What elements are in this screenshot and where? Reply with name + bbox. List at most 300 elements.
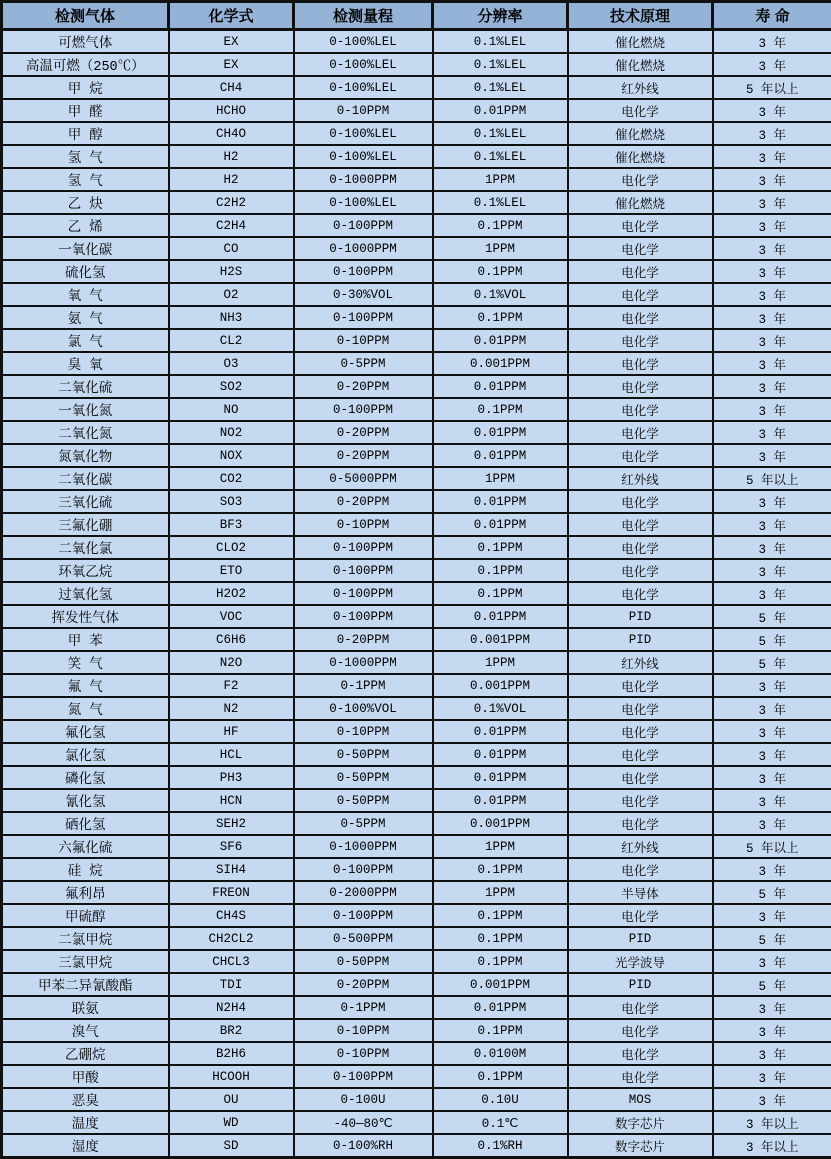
cell-lifespan: 3 年 bbox=[713, 1042, 831, 1065]
table-row bbox=[2, 214, 831, 237]
table-row bbox=[2, 950, 831, 973]
cell-range: 0-100PPM bbox=[294, 1065, 433, 1088]
cell-lifespan: 3 年 bbox=[713, 1019, 831, 1042]
cell-gas-name: 磷化氢 bbox=[2, 766, 169, 789]
cell-resolution: 1PPM bbox=[433, 835, 568, 858]
cell-lifespan: 3 年 bbox=[713, 122, 831, 145]
table-row bbox=[2, 168, 831, 191]
table-row bbox=[2, 53, 831, 76]
cell-resolution: 0.01PPM bbox=[433, 789, 568, 812]
cell-range: 0-10PPM bbox=[294, 513, 433, 536]
cell-resolution: 0.1℃ bbox=[433, 1111, 568, 1134]
cell-resolution: 0.1PPM bbox=[433, 559, 568, 582]
cell-range: 0-30%VOL bbox=[294, 283, 433, 306]
cell-lifespan: 3 年 bbox=[713, 237, 831, 260]
cell-principle: 电化学 bbox=[568, 789, 713, 812]
table-row bbox=[2, 1111, 831, 1134]
cell-formula: SO2 bbox=[169, 375, 294, 398]
cell-range: 0-100PPM bbox=[294, 605, 433, 628]
cell-range: 0-100PPM bbox=[294, 214, 433, 237]
cell-lifespan: 3 年 bbox=[713, 858, 831, 881]
cell-resolution: 0.1PPM bbox=[433, 904, 568, 927]
table-row bbox=[2, 99, 831, 122]
cell-lifespan: 5 年以上 bbox=[713, 835, 831, 858]
cell-formula: SF6 bbox=[169, 835, 294, 858]
cell-formula: SO3 bbox=[169, 490, 294, 513]
cell-gas-name: 乙硼烷 bbox=[2, 1042, 169, 1065]
cell-gas-name: 六氟化硫 bbox=[2, 835, 169, 858]
cell-principle: 电化学 bbox=[568, 214, 713, 237]
table-row bbox=[2, 927, 831, 950]
table-row bbox=[2, 904, 831, 927]
cell-lifespan: 3 年 bbox=[713, 168, 831, 191]
cell-range: 0-20PPM bbox=[294, 444, 433, 467]
cell-range: 0-100PPM bbox=[294, 582, 433, 605]
cell-principle: 电化学 bbox=[568, 904, 713, 927]
cell-principle: 电化学 bbox=[568, 444, 713, 467]
cell-gas-name: 氨 气 bbox=[2, 306, 169, 329]
cell-formula: PH3 bbox=[169, 766, 294, 789]
cell-resolution: 0.01PPM bbox=[433, 329, 568, 352]
cell-formula: WD bbox=[169, 1111, 294, 1134]
cell-gas-name: 甲硫醇 bbox=[2, 904, 169, 927]
cell-principle: 电化学 bbox=[568, 858, 713, 881]
cell-resolution: 0.1%LEL bbox=[433, 191, 568, 214]
cell-resolution: 0.1%VOL bbox=[433, 697, 568, 720]
cell-range: -40—80℃ bbox=[294, 1111, 433, 1134]
cell-formula: C6H6 bbox=[169, 628, 294, 651]
cell-resolution: 0.1PPM bbox=[433, 858, 568, 881]
cell-principle: 电化学 bbox=[568, 513, 713, 536]
cell-range: 0-50PPM bbox=[294, 950, 433, 973]
cell-lifespan: 3 年 bbox=[713, 743, 831, 766]
cell-gas-name: 氢 气 bbox=[2, 168, 169, 191]
cell-resolution: 0.1PPM bbox=[433, 1019, 568, 1042]
cell-resolution: 0.01PPM bbox=[433, 375, 568, 398]
cell-principle: 光学波导 bbox=[568, 950, 713, 973]
cell-resolution: 0.001PPM bbox=[433, 352, 568, 375]
cell-principle: 电化学 bbox=[568, 812, 713, 835]
cell-formula: HCN bbox=[169, 789, 294, 812]
header-range: 检测量程 bbox=[294, 2, 433, 30]
cell-principle: 电化学 bbox=[568, 766, 713, 789]
cell-principle: 电化学 bbox=[568, 329, 713, 352]
cell-resolution: 0.1PPM bbox=[433, 1065, 568, 1088]
cell-formula: VOC bbox=[169, 605, 294, 628]
cell-lifespan: 5 年以上 bbox=[713, 76, 831, 99]
cell-principle: 红外线 bbox=[568, 835, 713, 858]
cell-formula: HCHO bbox=[169, 99, 294, 122]
cell-principle: PID bbox=[568, 628, 713, 651]
cell-resolution: 0.001PPM bbox=[433, 973, 568, 996]
table-row bbox=[2, 30, 831, 54]
cell-lifespan: 3 年 bbox=[713, 766, 831, 789]
table-row bbox=[2, 812, 831, 835]
cell-range: 0-10PPM bbox=[294, 1042, 433, 1065]
cell-formula: SEH2 bbox=[169, 812, 294, 835]
cell-principle: 电化学 bbox=[568, 99, 713, 122]
table-row bbox=[2, 421, 831, 444]
cell-gas-name: 氮 气 bbox=[2, 697, 169, 720]
table-row bbox=[2, 76, 831, 99]
cell-formula: O3 bbox=[169, 352, 294, 375]
cell-gas-name: 湿度 bbox=[2, 1134, 169, 1158]
cell-resolution: 0.1PPM bbox=[433, 306, 568, 329]
cell-gas-name: 温度 bbox=[2, 1111, 169, 1134]
cell-gas-name: 氰化氢 bbox=[2, 789, 169, 812]
table-row bbox=[2, 720, 831, 743]
table-row bbox=[2, 536, 831, 559]
cell-gas-name: 三氧化硫 bbox=[2, 490, 169, 513]
cell-formula: OU bbox=[169, 1088, 294, 1111]
cell-formula: N2H4 bbox=[169, 996, 294, 1019]
cell-principle: PID bbox=[568, 605, 713, 628]
table-row bbox=[2, 835, 831, 858]
cell-principle: 电化学 bbox=[568, 398, 713, 421]
cell-principle: 电化学 bbox=[568, 260, 713, 283]
header-lifespan: 寿 命 bbox=[713, 2, 831, 30]
cell-formula: CL2 bbox=[169, 329, 294, 352]
cell-lifespan: 5 年 bbox=[713, 651, 831, 674]
table-row bbox=[2, 628, 831, 651]
table-row bbox=[2, 582, 831, 605]
cell-gas-name: 氟 气 bbox=[2, 674, 169, 697]
cell-principle: 催化燃烧 bbox=[568, 145, 713, 168]
cell-gas-name: 三氟化硼 bbox=[2, 513, 169, 536]
cell-lifespan: 3 年以上 bbox=[713, 1111, 831, 1134]
cell-formula: HCL bbox=[169, 743, 294, 766]
cell-principle: 电化学 bbox=[568, 697, 713, 720]
cell-principle: 电化学 bbox=[568, 996, 713, 1019]
cell-principle: 电化学 bbox=[568, 582, 713, 605]
cell-range: 0-100%LEL bbox=[294, 76, 433, 99]
cell-range: 0-50PPM bbox=[294, 743, 433, 766]
table-row bbox=[2, 352, 831, 375]
cell-range: 0-20PPM bbox=[294, 973, 433, 996]
cell-resolution: 0.1%LEL bbox=[433, 53, 568, 76]
table-row bbox=[2, 191, 831, 214]
cell-range: 0-1000PPM bbox=[294, 237, 433, 260]
cell-lifespan: 3 年以上 bbox=[713, 1134, 831, 1158]
cell-formula: SD bbox=[169, 1134, 294, 1158]
cell-gas-name: 氟化氢 bbox=[2, 720, 169, 743]
cell-resolution: 0.1%LEL bbox=[433, 122, 568, 145]
cell-principle: 红外线 bbox=[568, 651, 713, 674]
cell-range: 0-10PPM bbox=[294, 1019, 433, 1042]
table-row bbox=[2, 306, 831, 329]
cell-gas-name: 二氧化碳 bbox=[2, 467, 169, 490]
cell-formula: CH4S bbox=[169, 904, 294, 927]
cell-principle: 电化学 bbox=[568, 1042, 713, 1065]
header-resolution: 分辨率 bbox=[433, 2, 568, 30]
cell-principle: 数字芯片 bbox=[568, 1111, 713, 1134]
cell-resolution: 0.01PPM bbox=[433, 490, 568, 513]
cell-gas-name: 高温可燃（250℃） bbox=[2, 53, 169, 76]
table-row bbox=[2, 329, 831, 352]
cell-range: 0-100%LEL bbox=[294, 122, 433, 145]
cell-gas-name: 二氯甲烷 bbox=[2, 927, 169, 950]
header-formula: 化学式 bbox=[169, 2, 294, 30]
cell-resolution: 0.1%LEL bbox=[433, 76, 568, 99]
cell-principle: 电化学 bbox=[568, 306, 713, 329]
cell-lifespan: 3 年 bbox=[713, 582, 831, 605]
cell-resolution: 0.1PPM bbox=[433, 582, 568, 605]
cell-principle: 电化学 bbox=[568, 352, 713, 375]
table-row bbox=[2, 260, 831, 283]
cell-range: 0-100%RH bbox=[294, 1134, 433, 1158]
cell-range: 0-1000PPM bbox=[294, 168, 433, 191]
table-row bbox=[2, 1042, 831, 1065]
table-row bbox=[2, 996, 831, 1019]
cell-resolution: 1PPM bbox=[433, 881, 568, 904]
cell-range: 0-1000PPM bbox=[294, 835, 433, 858]
cell-lifespan: 3 年 bbox=[713, 1088, 831, 1111]
cell-resolution: 0.01PPM bbox=[433, 996, 568, 1019]
cell-lifespan: 3 年 bbox=[713, 996, 831, 1019]
cell-resolution: 0.1%LEL bbox=[433, 30, 568, 54]
cell-lifespan: 3 年 bbox=[713, 559, 831, 582]
cell-range: 0-100%VOL bbox=[294, 697, 433, 720]
cell-gas-name: 一氧化氮 bbox=[2, 398, 169, 421]
cell-gas-name: 甲 醇 bbox=[2, 122, 169, 145]
cell-principle: 电化学 bbox=[568, 168, 713, 191]
cell-formula: HF bbox=[169, 720, 294, 743]
cell-lifespan: 3 年 bbox=[713, 214, 831, 237]
table-row bbox=[2, 375, 831, 398]
table-row bbox=[2, 789, 831, 812]
cell-gas-name: 二氧化硫 bbox=[2, 375, 169, 398]
cell-resolution: 0.001PPM bbox=[433, 674, 568, 697]
cell-resolution: 0.1%RH bbox=[433, 1134, 568, 1158]
cell-resolution: 0.1%VOL bbox=[433, 283, 568, 306]
cell-lifespan: 3 年 bbox=[713, 789, 831, 812]
table-row bbox=[2, 467, 831, 490]
cell-principle: 催化燃烧 bbox=[568, 191, 713, 214]
cell-range: 0-100PPM bbox=[294, 398, 433, 421]
cell-lifespan: 3 年 bbox=[713, 674, 831, 697]
cell-formula: B2H6 bbox=[169, 1042, 294, 1065]
cell-resolution: 0.1PPM bbox=[433, 536, 568, 559]
cell-formula: H2S bbox=[169, 260, 294, 283]
cell-gas-name: 氯 气 bbox=[2, 329, 169, 352]
cell-lifespan: 3 年 bbox=[713, 352, 831, 375]
cell-range: 0-1000PPM bbox=[294, 651, 433, 674]
cell-formula: CLO2 bbox=[169, 536, 294, 559]
header-gas-name: 检测气体 bbox=[2, 2, 169, 30]
cell-formula: EX bbox=[169, 30, 294, 54]
cell-resolution: 1PPM bbox=[433, 168, 568, 191]
cell-formula: TDI bbox=[169, 973, 294, 996]
cell-formula: CH2CL2 bbox=[169, 927, 294, 950]
cell-lifespan: 3 年 bbox=[713, 697, 831, 720]
cell-principle: 电化学 bbox=[568, 490, 713, 513]
cell-range: 0-10PPM bbox=[294, 720, 433, 743]
cell-principle: 电化学 bbox=[568, 674, 713, 697]
table-row bbox=[2, 605, 831, 628]
cell-principle: 催化燃烧 bbox=[568, 122, 713, 145]
cell-resolution: 0.1PPM bbox=[433, 950, 568, 973]
cell-lifespan: 3 年 bbox=[713, 53, 831, 76]
cell-lifespan: 5 年 bbox=[713, 628, 831, 651]
cell-lifespan: 3 年 bbox=[713, 421, 831, 444]
cell-gas-name: 氧 气 bbox=[2, 283, 169, 306]
cell-formula: CH4O bbox=[169, 122, 294, 145]
table-row bbox=[2, 697, 831, 720]
cell-gas-name: 硅 烷 bbox=[2, 858, 169, 881]
cell-principle: 电化学 bbox=[568, 237, 713, 260]
cell-resolution: 0.01PPM bbox=[433, 444, 568, 467]
cell-lifespan: 3 年 bbox=[713, 283, 831, 306]
cell-resolution: 0.01PPM bbox=[433, 605, 568, 628]
cell-lifespan: 3 年 bbox=[713, 536, 831, 559]
cell-gas-name: 一氧化碳 bbox=[2, 237, 169, 260]
cell-lifespan: 3 年 bbox=[713, 950, 831, 973]
cell-resolution: 0.01PPM bbox=[433, 766, 568, 789]
cell-range: 0-20PPM bbox=[294, 490, 433, 513]
cell-resolution: 0.01PPM bbox=[433, 513, 568, 536]
cell-gas-name: 氢 气 bbox=[2, 145, 169, 168]
cell-range: 0-50PPM bbox=[294, 789, 433, 812]
cell-resolution: 0.10U bbox=[433, 1088, 568, 1111]
cell-resolution: 0.001PPM bbox=[433, 628, 568, 651]
cell-resolution: 1PPM bbox=[433, 237, 568, 260]
cell-lifespan: 3 年 bbox=[713, 375, 831, 398]
cell-principle: 电化学 bbox=[568, 421, 713, 444]
cell-lifespan: 3 年 bbox=[713, 191, 831, 214]
cell-gas-name: 甲酸 bbox=[2, 1065, 169, 1088]
cell-gas-name: 臭 氧 bbox=[2, 352, 169, 375]
table-row bbox=[2, 559, 831, 582]
cell-lifespan: 5 年 bbox=[713, 605, 831, 628]
cell-lifespan: 3 年 bbox=[713, 1065, 831, 1088]
cell-principle: 半导体 bbox=[568, 881, 713, 904]
cell-formula: SIH4 bbox=[169, 858, 294, 881]
cell-range: 0-1PPM bbox=[294, 674, 433, 697]
cell-range: 0-10PPM bbox=[294, 329, 433, 352]
cell-range: 0-2000PPM bbox=[294, 881, 433, 904]
cell-gas-name: 甲 醛 bbox=[2, 99, 169, 122]
cell-formula: HCOOH bbox=[169, 1065, 294, 1088]
cell-gas-name: 硫化氢 bbox=[2, 260, 169, 283]
cell-range: 0-20PPM bbox=[294, 375, 433, 398]
cell-principle: PID bbox=[568, 973, 713, 996]
cell-formula: CH4 bbox=[169, 76, 294, 99]
cell-gas-name: 甲 苯 bbox=[2, 628, 169, 651]
header-principle: 技术原理 bbox=[568, 2, 713, 30]
cell-resolution: 1PPM bbox=[433, 651, 568, 674]
cell-gas-name: 联氨 bbox=[2, 996, 169, 1019]
cell-gas-name: 氮氧化物 bbox=[2, 444, 169, 467]
table-row bbox=[2, 398, 831, 421]
table-row bbox=[2, 858, 831, 881]
cell-formula: CHCL3 bbox=[169, 950, 294, 973]
cell-gas-name: 甲苯二异氰酸酯 bbox=[2, 973, 169, 996]
table-row bbox=[2, 651, 831, 674]
cell-lifespan: 5 年 bbox=[713, 927, 831, 950]
cell-principle: 红外线 bbox=[568, 467, 713, 490]
cell-gas-name: 甲 烷 bbox=[2, 76, 169, 99]
gas-table-body bbox=[2, 30, 831, 1158]
cell-principle: PID bbox=[568, 927, 713, 950]
cell-principle: 电化学 bbox=[568, 720, 713, 743]
cell-formula: CO2 bbox=[169, 467, 294, 490]
cell-gas-name: 恶臭 bbox=[2, 1088, 169, 1111]
cell-resolution: 0.01PPM bbox=[433, 743, 568, 766]
cell-principle: 催化燃烧 bbox=[568, 53, 713, 76]
cell-lifespan: 3 年 bbox=[713, 490, 831, 513]
cell-range: 0-500PPM bbox=[294, 927, 433, 950]
cell-formula: CO bbox=[169, 237, 294, 260]
cell-resolution: 0.1PPM bbox=[433, 214, 568, 237]
cell-range: 0-5PPM bbox=[294, 352, 433, 375]
cell-lifespan: 5 年以上 bbox=[713, 467, 831, 490]
cell-gas-name: 可燃气体 bbox=[2, 30, 169, 54]
table-row bbox=[2, 1019, 831, 1042]
table-row bbox=[2, 1134, 831, 1158]
cell-lifespan: 3 年 bbox=[713, 260, 831, 283]
cell-lifespan: 3 年 bbox=[713, 513, 831, 536]
cell-principle: 电化学 bbox=[568, 1019, 713, 1042]
cell-range: 0-100%LEL bbox=[294, 53, 433, 76]
cell-lifespan: 5 年 bbox=[713, 973, 831, 996]
cell-range: 0-100PPM bbox=[294, 559, 433, 582]
cell-formula: H2O2 bbox=[169, 582, 294, 605]
cell-range: 0-100PPM bbox=[294, 536, 433, 559]
cell-range: 0-20PPM bbox=[294, 421, 433, 444]
cell-range: 0-100PPM bbox=[294, 904, 433, 927]
cell-lifespan: 3 年 bbox=[713, 398, 831, 421]
cell-lifespan: 5 年 bbox=[713, 881, 831, 904]
cell-resolution: 0.01PPM bbox=[433, 421, 568, 444]
cell-formula: NO bbox=[169, 398, 294, 421]
cell-range: 0-100PPM bbox=[294, 306, 433, 329]
cell-lifespan: 3 年 bbox=[713, 904, 831, 927]
cell-lifespan: 3 年 bbox=[713, 145, 831, 168]
cell-resolution: 0.001PPM bbox=[433, 812, 568, 835]
cell-principle: 红外线 bbox=[568, 76, 713, 99]
cell-lifespan: 3 年 bbox=[713, 812, 831, 835]
cell-resolution: 0.0100M bbox=[433, 1042, 568, 1065]
table-row bbox=[2, 743, 831, 766]
cell-formula: H2 bbox=[169, 168, 294, 191]
cell-lifespan: 3 年 bbox=[713, 306, 831, 329]
cell-formula: EX bbox=[169, 53, 294, 76]
cell-formula: ETO bbox=[169, 559, 294, 582]
table-row bbox=[2, 122, 831, 145]
cell-formula: N2 bbox=[169, 697, 294, 720]
cell-range: 0-100U bbox=[294, 1088, 433, 1111]
cell-range: 0-10PPM bbox=[294, 99, 433, 122]
cell-range: 0-50PPM bbox=[294, 766, 433, 789]
cell-principle: 电化学 bbox=[568, 743, 713, 766]
cell-principle: 电化学 bbox=[568, 1065, 713, 1088]
cell-range: 0-100%LEL bbox=[294, 191, 433, 214]
cell-principle: 电化学 bbox=[568, 283, 713, 306]
table-row bbox=[2, 237, 831, 260]
cell-principle: 数字芯片 bbox=[568, 1134, 713, 1158]
cell-formula: C2H2 bbox=[169, 191, 294, 214]
cell-gas-name: 乙 炔 bbox=[2, 191, 169, 214]
table-row bbox=[2, 766, 831, 789]
cell-range: 0-5000PPM bbox=[294, 467, 433, 490]
table-row bbox=[2, 973, 831, 996]
cell-range: 0-100%LEL bbox=[294, 30, 433, 54]
cell-lifespan: 3 年 bbox=[713, 30, 831, 54]
cell-lifespan: 3 年 bbox=[713, 329, 831, 352]
cell-gas-name: 二氧化氯 bbox=[2, 536, 169, 559]
cell-gas-name: 笑 气 bbox=[2, 651, 169, 674]
cell-range: 0-100%LEL bbox=[294, 145, 433, 168]
